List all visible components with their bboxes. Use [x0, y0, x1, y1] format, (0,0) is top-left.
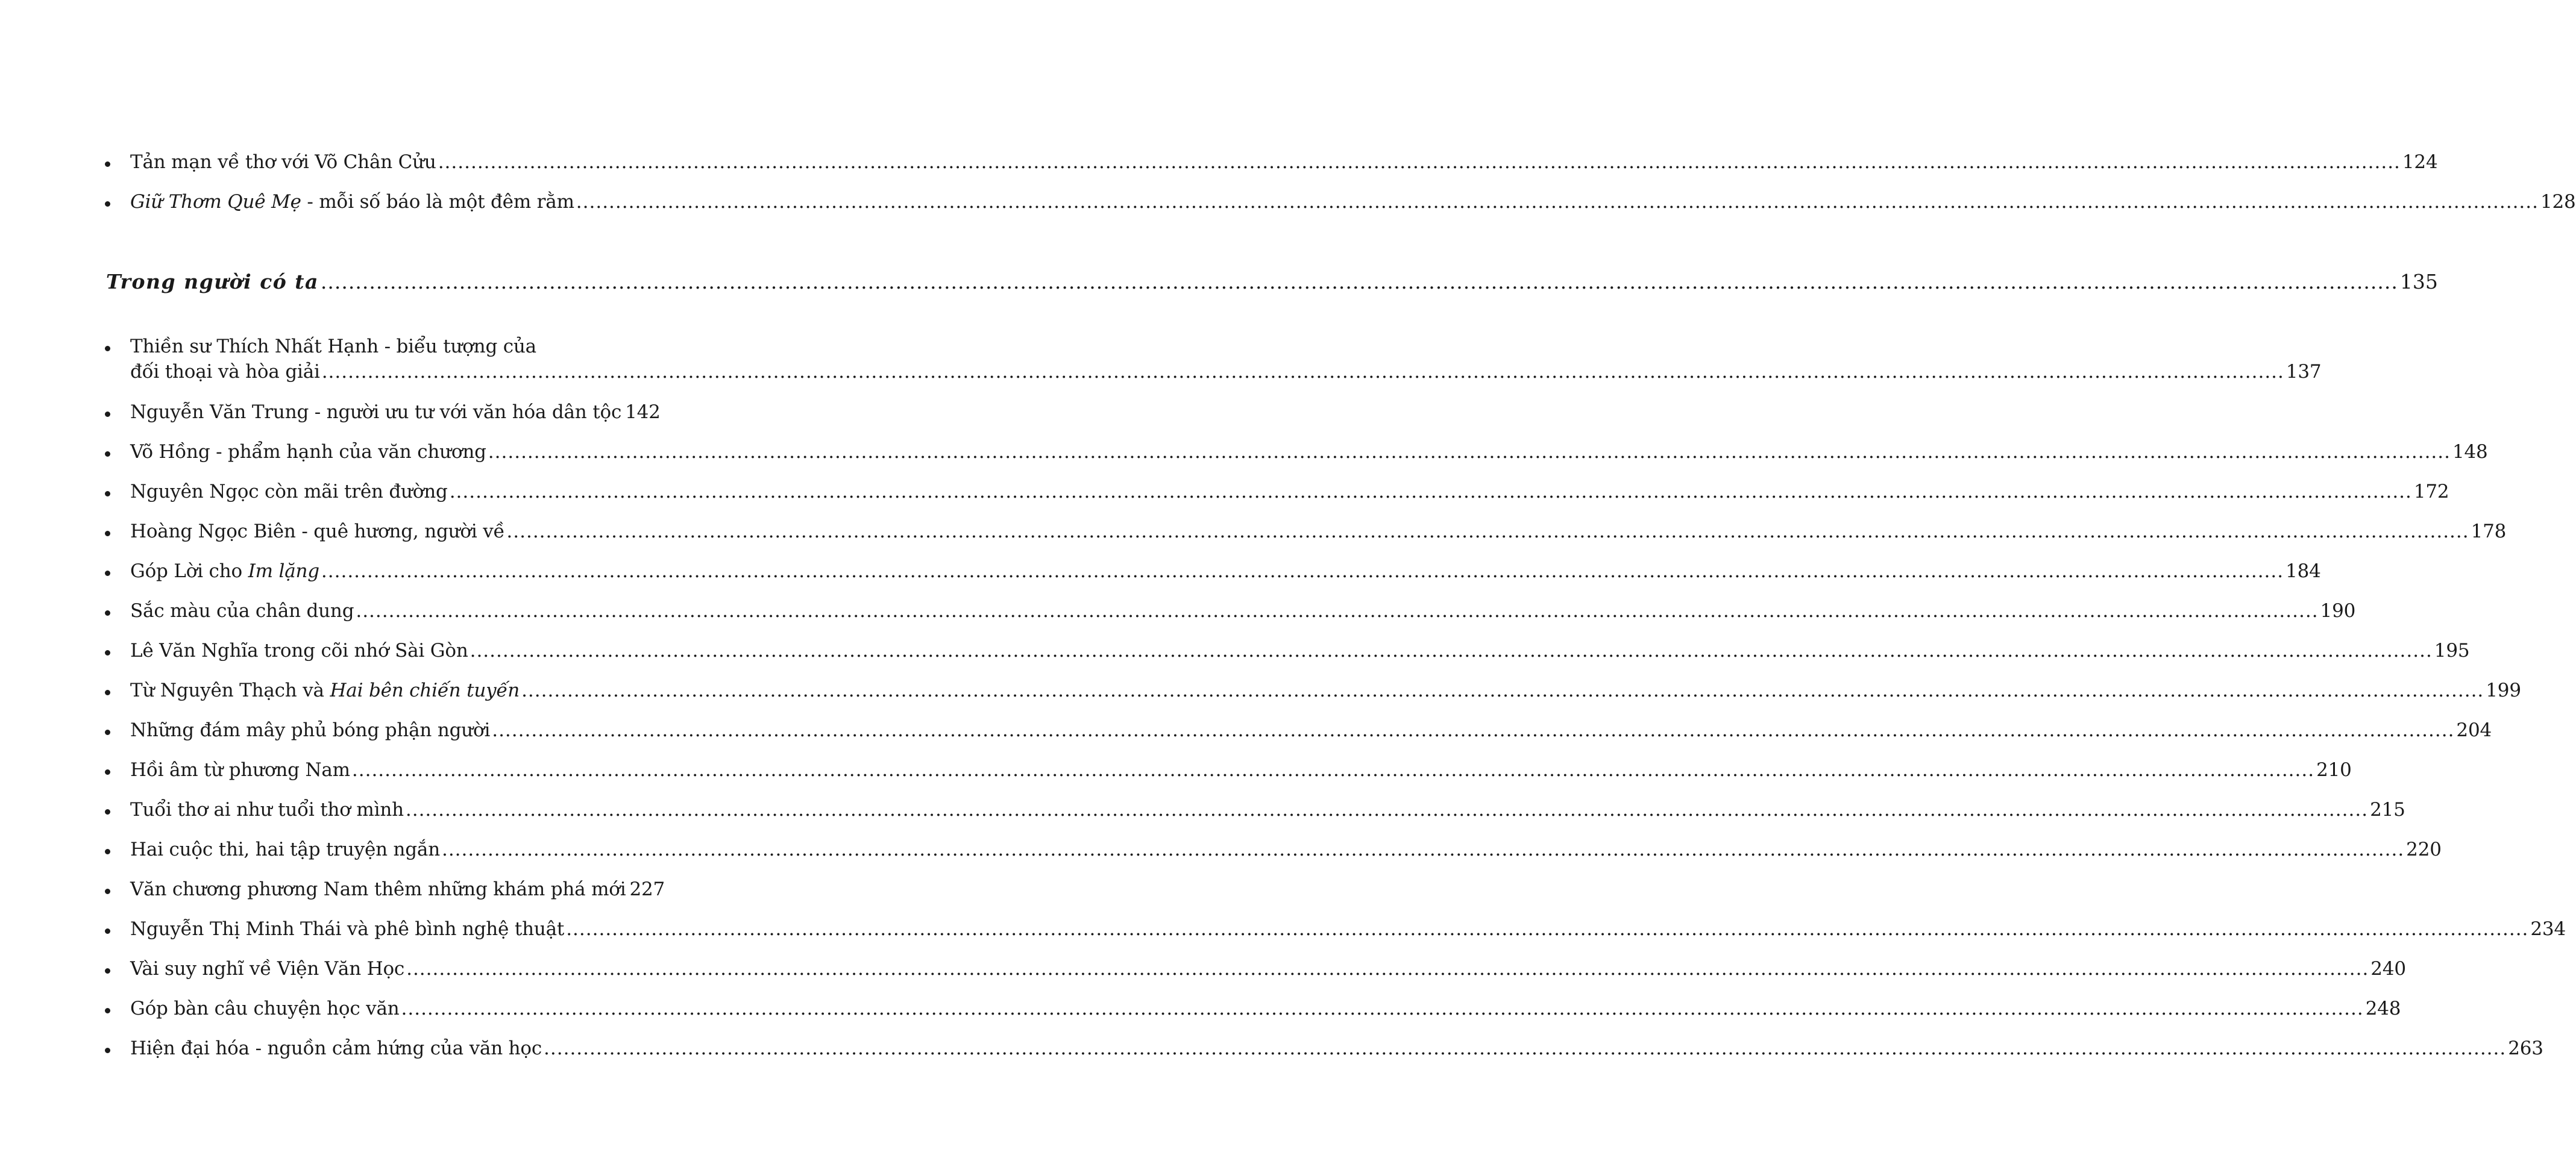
entry-page-number: 210: [2316, 759, 2352, 781]
section-heading: [106, 269, 2438, 295]
dot-leader: ............................................................................................................................................................................................................................................................................................................: [449, 481, 2412, 502]
dot-leader: ............................................................................................................................................................................................................................................................................................................: [576, 191, 2539, 213]
entry-title: Tản mạn về thơ với Võ Chân Cửu: [130, 151, 436, 173]
entry-page-number: 178: [2471, 521, 2507, 542]
dot-leader: ............................................................................................................................................................................................................................................................................................................: [321, 560, 2284, 582]
entry-title: Sắc màu của chân dung: [130, 600, 354, 622]
entry-title-italic: Hai bên chiến tuyến: [330, 680, 520, 701]
entry-title: Hai cuộc thi, hai tập truyện ngắn: [130, 839, 440, 860]
bullet-icon: [105, 928, 110, 934]
dot-leader: ............................................................................................................................................................................................................................................................................................................: [356, 600, 2319, 622]
entry-page-number: 234: [2530, 918, 2566, 940]
bullet-icon: [105, 610, 110, 616]
dot-leader: ............................................................................................................................................................................................................................................................................................................: [401, 998, 2364, 1019]
section-title: Trong người có ta: [106, 270, 319, 293]
entry-title: Võ Hồng - phẩm hạnh của văn chương: [130, 441, 486, 463]
entry-page-number: 190: [2320, 600, 2356, 622]
bullet-icon: [105, 1008, 110, 1013]
entry-title: Hiện đại hóa - nguồn cảm hứng của văn học: [130, 1038, 542, 1059]
dot-leader: ............................................................................................................................................................................................................................................................................................................: [438, 151, 2401, 173]
dot-leader: ............................................................................................................................................................................................................................................................................................................: [441, 839, 2405, 860]
entry-title: Lê Văn Nghĩa trong cõi nhớ Sài Gòn: [130, 640, 468, 662]
entry-title: Góp bàn câu chuyện học văn: [130, 998, 400, 1019]
dot-leader: ............................................................................................................................................................................................................................................................................................................: [405, 799, 2369, 821]
bullet-icon: [105, 412, 110, 417]
entry-title-rest: - mỗi số báo là một đêm rằm: [301, 191, 574, 213]
bullet-icon: [105, 889, 110, 894]
bullet-icon: [105, 849, 110, 854]
dot-leader: ............................................................................................................................................................................................................................................................................................................: [351, 759, 2315, 781]
entry-page-number: 184: [2285, 560, 2321, 582]
entry-page-number: 248: [2365, 998, 2401, 1019]
bullet-icon: [105, 161, 110, 167]
entry-page-number: 220: [2406, 839, 2442, 860]
entry-page-number: 263: [2508, 1038, 2543, 1059]
entry-page-number: 137: [2285, 361, 2322, 383]
entry-page-number: 128: [2540, 191, 2576, 213]
bullet-icon: [105, 346, 110, 351]
entry-title: Hồi âm từ phương Nam: [130, 759, 350, 781]
entry-title-line2: đối thoại và hòa giải: [130, 361, 320, 383]
entry-title: [130, 190, 574, 214]
entry-page-number: 172: [2413, 481, 2449, 502]
entry-page-number: 148: [2452, 441, 2488, 463]
entry-page-number: 142: [625, 401, 661, 423]
bullet-icon: [105, 968, 110, 974]
entry-title: Hoàng Ngọc Biên - quê hương, người về: [130, 521, 505, 542]
entry-page-number: 124: [2402, 151, 2438, 173]
entry-page-number: 204: [2456, 719, 2492, 741]
bullet-icon: [105, 531, 110, 536]
entry-page-number: 199: [2486, 680, 2521, 701]
entry-page-number: 215: [2370, 799, 2405, 821]
entry-title: Những đám mây phủ bóng phận người: [130, 719, 491, 741]
entry-title-italic: Im lặng: [248, 560, 319, 582]
dot-leader: ............................................................................................................................................................................................................................................................................................................: [544, 1038, 2507, 1059]
dot-leader: ............................................................................................................................................................................................................................................................................................................: [321, 361, 2284, 383]
bullet-icon: [105, 769, 110, 775]
dot-leader: ............................................................................................................................................................................................................................................................................................................: [406, 958, 2369, 980]
entry-title: Nguyễn Thị Minh Thái và phê bình nghệ thuật: [130, 918, 565, 940]
dot-leader: ............................................................................................................................................................................................................................................................................................................: [470, 640, 2433, 662]
bullet-icon: [105, 690, 110, 695]
dot-leader: ............................................................................................................................................................................................................................................................................................................: [521, 680, 2484, 701]
bullet-icon: [105, 491, 110, 496]
entry-page-number: 227: [629, 878, 665, 900]
bullet-icon: [105, 571, 110, 576]
bullet-icon: [105, 730, 110, 735]
bullet-icon: [105, 650, 110, 656]
entry-title: Văn chương phương Nam thêm những khám phá mới: [130, 878, 626, 900]
entry-title: Nguyên Ngọc còn mãi trên đường: [130, 481, 448, 502]
entry-title: Tuổi thơ ai như tuổi thơ mình: [130, 799, 404, 821]
bullet-icon: [105, 809, 110, 815]
entry-title-prefix: Góp Lời cho: [130, 560, 248, 582]
entry-title: [130, 678, 520, 703]
bullet-icon: [105, 201, 110, 207]
entry-title: Nguyễn Văn Trung - người ưu tư với văn hóa dân tộc: [130, 401, 622, 423]
dot-leader: ............................................................................................................................................................................................................................................................................................................: [566, 918, 2529, 940]
dot-leader: ............................................................................................................................................................................................................................................................................................................: [506, 521, 2469, 542]
bullet-icon: [105, 1048, 110, 1053]
bullet-icon: [105, 451, 110, 457]
entry-page-number: 195: [2434, 640, 2470, 662]
entry-page-number: 240: [2370, 958, 2406, 980]
entry-title-line1: Thiền sư Thích Nhất Hạnh - biểu tượng của: [130, 336, 536, 357]
dot-leader: ............................................................................................................................................................................................................................................................................................................: [488, 441, 2451, 463]
entry-title: [130, 559, 319, 583]
section-page-number: 135: [2399, 270, 2438, 293]
entry-title-italic: Giữ Thơm Quê Mẹ: [130, 191, 301, 213]
dot-leader: ............................................................................................................................................................................................................................................................................................................: [320, 270, 2398, 293]
entry-title-prefix: Từ Nguyên Thạch và: [130, 680, 330, 701]
entry-title: Vài suy nghĩ về Viện Văn Học: [130, 958, 405, 980]
dot-leader: ............................................................................................................................................................................................................................................................................................................: [492, 719, 2455, 741]
